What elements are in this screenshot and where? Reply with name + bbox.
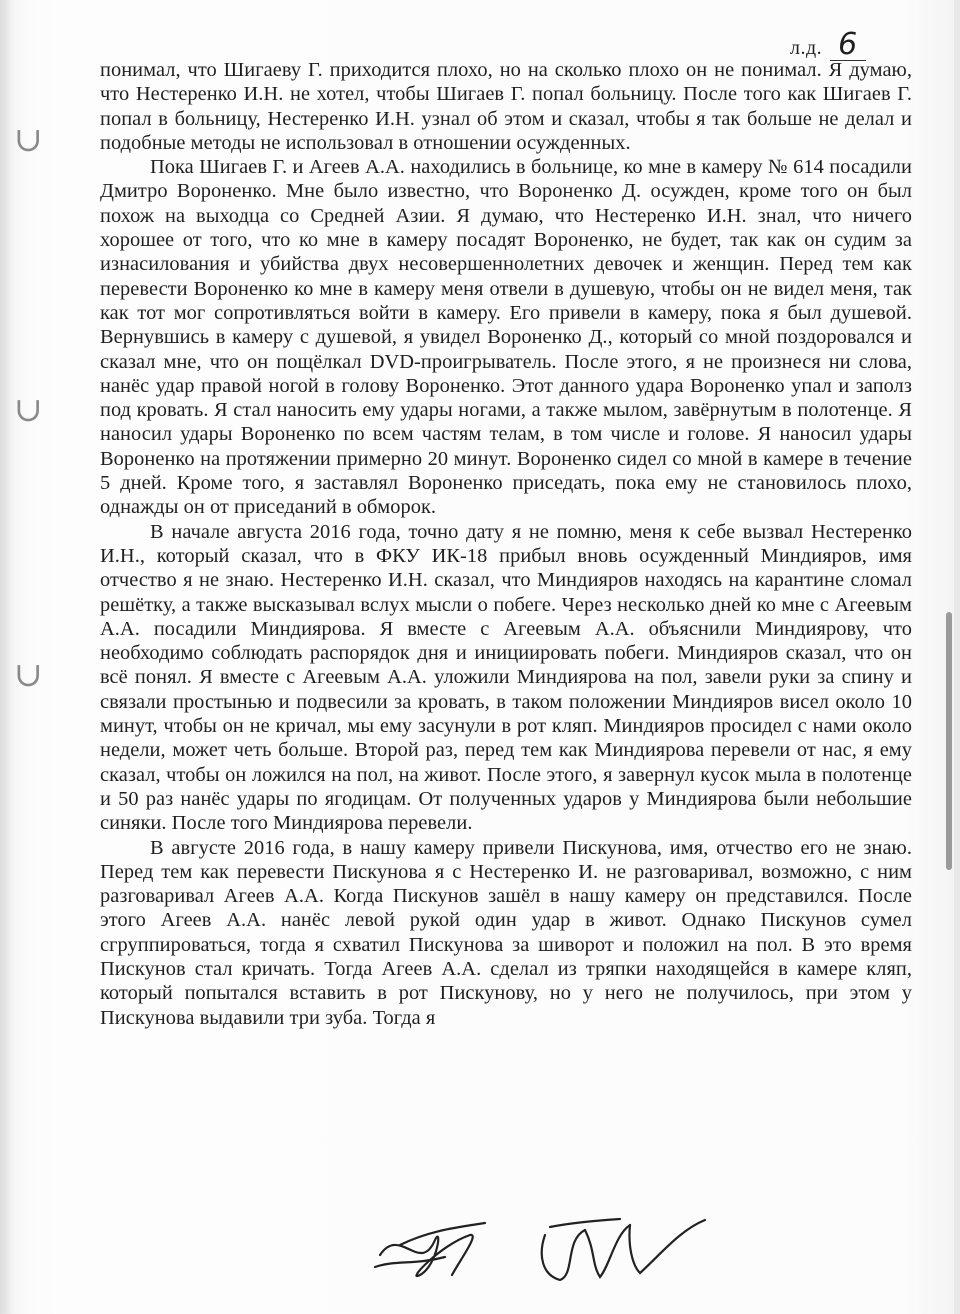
paragraph-4: В августе 2016 года, в нашу камеру привели Пискунова, имя, отчество его не знаю. Перед тем как перевести Пискунова я с Нестеренко И. не разговаривал, возможно, с ним разговаривал Агеев А.А. Когда Пискунов зашёл в нашу камеру он представился. После этого Агеев А.А. нанёс левой рукой один удар в живот. Однако Пискунов сумел сгруппироваться, тогда я схватил Пискунова за шиворот и положил на пол. В это время Пискунов стал кричать. Тогда Агеев А.А. сделал из тряпки находящейся в камере кляп, который попытался вставить в рот Пискунову, но у него не получилось, при этом у Пискунова выдавили три зуба. Тогда я bbox=[100, 836, 912, 1029]
vertical-scrollbar[interactable] bbox=[946, 612, 952, 870]
signature-2 bbox=[542, 1219, 705, 1280]
paragraph-1: понимал, что Шигаеву Г. приходится плохо, но на сколько плохо он не понимал. Я думаю, что Нестеренко И.Н. не хотел, чтобы Шигаев Г. попал больницу. После того как Шигаев Г. попал в больницу, Нестеренко И.Н. узнал об этом и сказал, чтобы я так больше не делал и подобные методы не использовал в отношении осужденных. bbox=[100, 59, 912, 154]
signature-1 bbox=[375, 1223, 485, 1276]
handwritten-signatures bbox=[360, 1205, 720, 1295]
scan-edge-left bbox=[0, 0, 14, 1314]
paragraph-2: Пока Шигаев Г. и Агеев А.А. находились в больнице, ко мне в камеру № 614 посадили Дмитро Вороненко. Мне было известно, что Вороненко Д. осужден, кроме того он был похож на выходца со Средней Азии. Я думаю, что Нестеренко И.Н. знал, что ничего хорошее от того, что ко мне в камеру посадят Вороненко, не будет, так как он судим за изнасилования и убийства двух несовершеннолетних девочек и женщин. Перед тем как перевести Вороненко ко мне в камеру меня отвели в душевую, чтобы он не видел меня, так как тот мог сопротивляться войти в камеру. Его привели в камеру, пока я был душевой. Вернувшись в камеру с душевой, я увидел Вороненко Д., который со мной поздоровался и сказал мне, что он пощёлкал DVD-проигрыватель. После этого, я не произнеся ни слова, нанёс удар правой ногой в голову Вороненко. Этот данного удара Вороненко упал и заполз под кровать. Я стал наносить ему удары ногами, а также мылом, завёрнутым в полотенце. Я наносил удары Вороненко по всем частям телам, в том числе и голове. Я наносил удары Вороненко на протяжении примерно 20 минут. Вороненко сидел со мной в камере в течение 5 дней. Кроме того, я заставлял Вороненко приседать, пока ему не становилось плохо, однажды он от приседаний в обморок. bbox=[100, 156, 912, 519]
testimony-text bbox=[100, 58, 912, 1030]
paragraph-3: В начале августа 2016 года, точно дату я не помню, меня к себе вызвал Нестеренко И.Н., который сказал, что в ФКУ ИК-18 прибыл вновь осужденный Миндияров, имя отчество я не знаю. Нестеренко И.Н. сказал, что Миндияров находясь на карантине сломал решётку, а также высказывал вслух мысли о побеге. Через несколько дней ко мне с Агеевым А.А. посадили Миндиярова. Я вместе с Агеевым А.А. объяснили Миндиярову, что необходимо соблюдать распорядок дня и инициировать побеги. Миндияров сказал, что он всё понял. Я вместе с Агеевым А.А. уложили Миндиярова на пол, завели руки за спину и связали простынью и подвесили за кровать, в таком положении Миндияров висел около 10 минут, чтобы он не кричал, мы ему засунули в рот кляп. Миндияров просидел с нами около недели, может четь больше. Второй раз, перед тем как Миндиярова перевели от нас, я ему сказал, чтобы он ложился на пол, на живот. После этого, я завернул кусок мыла в полотенце и 50 раз нанёс удары по ягодицам. От полученных ударов у Миндиярова были небольшие синяки. После того Миндиярова перевели. bbox=[100, 520, 912, 835]
margin-hole-mark: ∪ bbox=[14, 655, 43, 695]
case-sheet-label: л.д. bbox=[790, 37, 823, 59]
case-sheet-number bbox=[790, 27, 866, 62]
scan-edge-right bbox=[954, 0, 960, 1314]
case-sheet-value: 6 bbox=[830, 30, 866, 61]
margin-hole-mark: ∪ bbox=[14, 390, 43, 430]
margin-hole-mark: ∪ bbox=[14, 120, 43, 160]
